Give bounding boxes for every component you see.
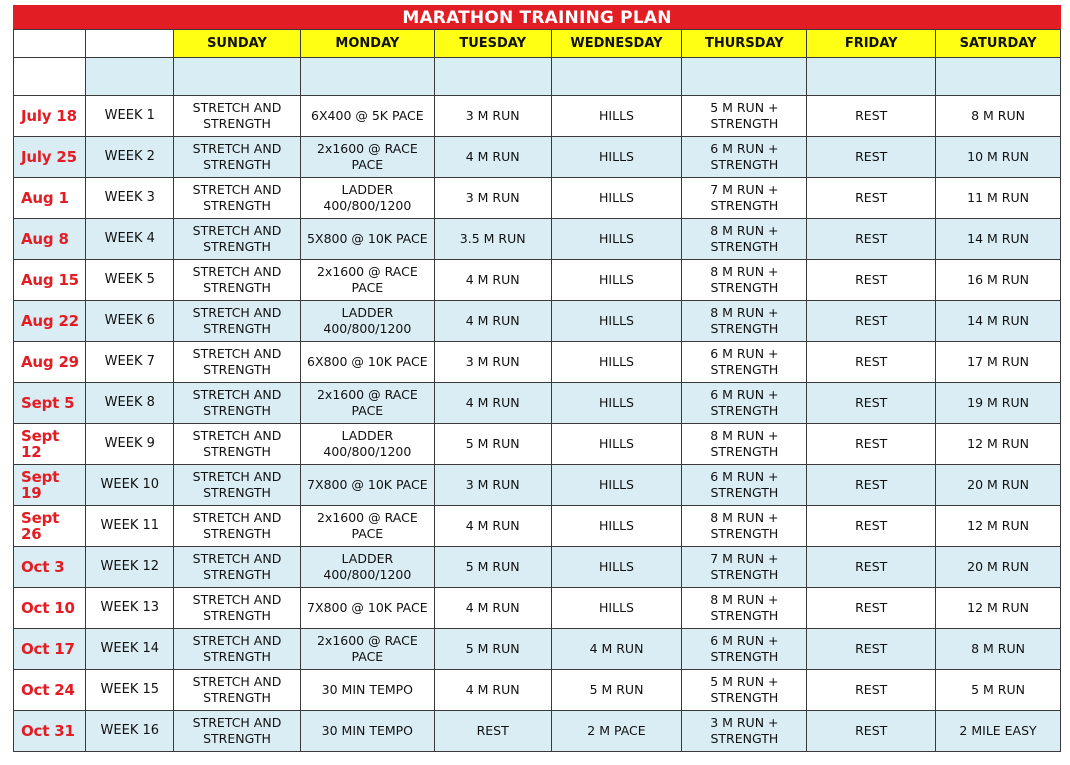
saturday-workout: 5 M RUN — [936, 670, 1061, 711]
wednesday-workout: HILLS — [551, 547, 682, 588]
wednesday-workout: HILLS — [551, 260, 682, 301]
spacer-row — [14, 58, 1061, 96]
week-date: Aug 15 — [14, 260, 86, 301]
saturday-workout: 17 M RUN — [936, 342, 1061, 383]
week-date: July 18 — [14, 96, 86, 137]
saturday-workout: 16 M RUN — [936, 260, 1061, 301]
week-label: WEEK 12 — [86, 547, 174, 588]
thursday-workout: 6 M RUN + STRENGTH — [682, 465, 807, 506]
saturday-workout: 14 M RUN — [936, 301, 1061, 342]
thursday-workout: 6 M RUN + STRENGTH — [682, 629, 807, 670]
friday-workout: REST — [807, 547, 936, 588]
spacer-cell — [807, 58, 936, 96]
saturday-workout: 12 M RUN — [936, 588, 1061, 629]
week-label: WEEK 3 — [86, 178, 174, 219]
week-row — [14, 711, 1061, 752]
tuesday-workout: 5 M RUN — [434, 629, 551, 670]
thursday-workout: 8 M RUN + STRENGTH — [682, 260, 807, 301]
sunday-workout: STRETCH AND STRENGTH — [174, 670, 301, 711]
saturday-workout: 20 M RUN — [936, 547, 1061, 588]
header-thursday: THURSDAY — [682, 30, 807, 58]
tuesday-workout: 3 M RUN — [434, 96, 551, 137]
week-label: WEEK 1 — [86, 96, 174, 137]
header-monday: MONDAY — [300, 30, 434, 58]
wednesday-workout: 5 M RUN — [551, 670, 682, 711]
saturday-workout: 19 M RUN — [936, 383, 1061, 424]
week-date: Aug 8 — [14, 219, 86, 260]
thursday-workout: 6 M RUN + STRENGTH — [682, 342, 807, 383]
thursday-workout: 8 M RUN + STRENGTH — [682, 301, 807, 342]
sunday-workout: STRETCH AND STRENGTH — [174, 137, 301, 178]
thursday-workout: 8 M RUN + STRENGTH — [682, 506, 807, 547]
header-blank-week — [86, 30, 174, 58]
week-label: WEEK 13 — [86, 588, 174, 629]
wednesday-workout: HILLS — [551, 137, 682, 178]
saturday-workout: 12 M RUN — [936, 424, 1061, 465]
sunday-workout: STRETCH AND STRENGTH — [174, 178, 301, 219]
wednesday-workout: HILLS — [551, 96, 682, 137]
thursday-workout: 5 M RUN + STRENGTH — [682, 96, 807, 137]
saturday-workout: 14 M RUN — [936, 219, 1061, 260]
sunday-workout: STRETCH AND STRENGTH — [174, 219, 301, 260]
spacer-cell — [174, 58, 301, 96]
saturday-workout: 10 M RUN — [936, 137, 1061, 178]
saturday-workout: 12 M RUN — [936, 506, 1061, 547]
friday-workout: REST — [807, 301, 936, 342]
header-tuesday: TUESDAY — [434, 30, 551, 58]
tuesday-workout: 5 M RUN — [434, 424, 551, 465]
week-row — [14, 506, 1061, 547]
saturday-workout: 11 M RUN — [936, 178, 1061, 219]
week-label: WEEK 2 — [86, 137, 174, 178]
week-date: Sept 26 — [14, 506, 86, 547]
week-date: Sept 12 — [14, 424, 86, 465]
wednesday-workout: HILLS — [551, 219, 682, 260]
training-table — [13, 29, 1061, 752]
monday-workout: LADDER 400/800/1200 — [300, 301, 434, 342]
week-date: Aug 22 — [14, 301, 86, 342]
sunday-workout: STRETCH AND STRENGTH — [174, 588, 301, 629]
week-row — [14, 219, 1061, 260]
wednesday-workout: HILLS — [551, 383, 682, 424]
sunday-workout: STRETCH AND STRENGTH — [174, 711, 301, 752]
header-blank-date — [14, 30, 86, 58]
sunday-workout: STRETCH AND STRENGTH — [174, 260, 301, 301]
tuesday-workout: 4 M RUN — [434, 301, 551, 342]
wednesday-workout: HILLS — [551, 588, 682, 629]
tuesday-workout: 4 M RUN — [434, 670, 551, 711]
friday-workout: REST — [807, 342, 936, 383]
week-date: Sept 5 — [14, 383, 86, 424]
monday-workout: 6X800 @ 10K PACE — [300, 342, 434, 383]
friday-workout: REST — [807, 178, 936, 219]
week-date: Oct 3 — [14, 547, 86, 588]
week-date: Aug 29 — [14, 342, 86, 383]
friday-workout: REST — [807, 96, 936, 137]
week-row — [14, 629, 1061, 670]
thursday-workout: 7 M RUN + STRENGTH — [682, 178, 807, 219]
header-friday: FRIDAY — [807, 30, 936, 58]
spacer-cell — [300, 58, 434, 96]
week-row — [14, 588, 1061, 629]
week-row — [14, 96, 1061, 137]
tuesday-workout: 5 M RUN — [434, 547, 551, 588]
thursday-workout: 5 M RUN + STRENGTH — [682, 670, 807, 711]
week-label: WEEK 7 — [86, 342, 174, 383]
header-sunday: SUNDAY — [174, 30, 301, 58]
wednesday-workout: 4 M RUN — [551, 629, 682, 670]
tuesday-workout: 4 M RUN — [434, 260, 551, 301]
week-row — [14, 670, 1061, 711]
week-date: Oct 17 — [14, 629, 86, 670]
friday-workout: REST — [807, 670, 936, 711]
spacer-cell — [14, 58, 86, 96]
week-label: WEEK 4 — [86, 219, 174, 260]
week-date: Oct 24 — [14, 670, 86, 711]
sunday-workout: STRETCH AND STRENGTH — [174, 383, 301, 424]
thursday-workout: 8 M RUN + STRENGTH — [682, 588, 807, 629]
monday-workout: 30 MIN TEMPO — [300, 670, 434, 711]
week-date: Sept 19 — [14, 465, 86, 506]
sunday-workout: STRETCH AND STRENGTH — [174, 96, 301, 137]
plan-title: MARATHON TRAINING PLAN — [13, 5, 1061, 29]
week-label: WEEK 16 — [86, 711, 174, 752]
friday-workout: REST — [807, 588, 936, 629]
tuesday-workout: 4 M RUN — [434, 588, 551, 629]
tuesday-workout: 3 M RUN — [434, 342, 551, 383]
spacer-cell — [434, 58, 551, 96]
tuesday-workout: REST — [434, 711, 551, 752]
wednesday-workout: HILLS — [551, 178, 682, 219]
friday-workout: REST — [807, 506, 936, 547]
day-header-row — [14, 30, 1061, 58]
week-label: WEEK 11 — [86, 506, 174, 547]
sunday-workout: STRETCH AND STRENGTH — [174, 342, 301, 383]
monday-workout: 7X800 @ 10K PACE — [300, 588, 434, 629]
spacer-cell — [551, 58, 682, 96]
week-label: WEEK 10 — [86, 465, 174, 506]
thursday-workout: 3 M RUN + STRENGTH — [682, 711, 807, 752]
week-row — [14, 178, 1061, 219]
week-label: WEEK 6 — [86, 301, 174, 342]
week-row — [14, 465, 1061, 506]
sunday-workout: STRETCH AND STRENGTH — [174, 506, 301, 547]
spacer-cell — [936, 58, 1061, 96]
monday-workout: 7X800 @ 10K PACE — [300, 465, 434, 506]
thursday-workout: 6 M RUN + STRENGTH — [682, 383, 807, 424]
monday-workout: 6X400 @ 5K PACE — [300, 96, 434, 137]
week-date: Oct 10 — [14, 588, 86, 629]
week-row — [14, 383, 1061, 424]
header-saturday: SATURDAY — [936, 30, 1061, 58]
week-date: Aug 1 — [14, 178, 86, 219]
monday-workout: 2x1600 @ RACE PACE — [300, 506, 434, 547]
tuesday-workout: 4 M RUN — [434, 137, 551, 178]
saturday-workout: 2 MILE EASY — [936, 711, 1061, 752]
thursday-workout: 8 M RUN + STRENGTH — [682, 219, 807, 260]
friday-workout: REST — [807, 711, 936, 752]
week-row — [14, 547, 1061, 588]
friday-workout: REST — [807, 383, 936, 424]
sunday-workout: STRETCH AND STRENGTH — [174, 547, 301, 588]
sunday-workout: STRETCH AND STRENGTH — [174, 301, 301, 342]
thursday-workout: 6 M RUN + STRENGTH — [682, 137, 807, 178]
monday-workout: LADDER 400/800/1200 — [300, 547, 434, 588]
saturday-workout: 8 M RUN — [936, 96, 1061, 137]
week-label: WEEK 15 — [86, 670, 174, 711]
wednesday-workout: HILLS — [551, 424, 682, 465]
week-row — [14, 301, 1061, 342]
week-label: WEEK 9 — [86, 424, 174, 465]
monday-workout: 2x1600 @ RACE PACE — [300, 137, 434, 178]
wednesday-workout: 2 M PACE — [551, 711, 682, 752]
week-label: WEEK 5 — [86, 260, 174, 301]
tuesday-workout: 4 M RUN — [434, 506, 551, 547]
monday-workout: LADDER 400/800/1200 — [300, 424, 434, 465]
wednesday-workout: HILLS — [551, 465, 682, 506]
monday-workout: 2x1600 @ RACE PACE — [300, 260, 434, 301]
friday-workout: REST — [807, 465, 936, 506]
week-row — [14, 260, 1061, 301]
thursday-workout: 8 M RUN + STRENGTH — [682, 424, 807, 465]
training-plan-sheet — [13, 5, 1061, 765]
week-date: Oct 31 — [14, 711, 86, 752]
friday-workout: REST — [807, 260, 936, 301]
tuesday-workout: 3 M RUN — [434, 465, 551, 506]
sunday-workout: STRETCH AND STRENGTH — [174, 424, 301, 465]
tuesday-workout: 4 M RUN — [434, 383, 551, 424]
thursday-workout: 7 M RUN + STRENGTH — [682, 547, 807, 588]
tuesday-workout: 3 M RUN — [434, 178, 551, 219]
friday-workout: REST — [807, 629, 936, 670]
saturday-workout: 20 M RUN — [936, 465, 1061, 506]
monday-workout: 30 MIN TEMPO — [300, 711, 434, 752]
friday-workout: REST — [807, 424, 936, 465]
spacer-cell — [682, 58, 807, 96]
week-row — [14, 424, 1061, 465]
sunday-workout: STRETCH AND STRENGTH — [174, 465, 301, 506]
header-wednesday: WEDNESDAY — [551, 30, 682, 58]
week-date: July 25 — [14, 137, 86, 178]
monday-workout: LADDER 400/800/1200 — [300, 178, 434, 219]
wednesday-workout: HILLS — [551, 506, 682, 547]
week-row — [14, 137, 1061, 178]
saturday-workout: 8 M RUN — [936, 629, 1061, 670]
tuesday-workout: 3.5 M RUN — [434, 219, 551, 260]
monday-workout: 2x1600 @ RACE PACE — [300, 629, 434, 670]
monday-workout: 2x1600 @ RACE PACE — [300, 383, 434, 424]
week-row — [14, 342, 1061, 383]
monday-workout: 5X800 @ 10K PACE — [300, 219, 434, 260]
spacer-cell — [86, 58, 174, 96]
sunday-workout: STRETCH AND STRENGTH — [174, 629, 301, 670]
friday-workout: REST — [807, 219, 936, 260]
wednesday-workout: HILLS — [551, 301, 682, 342]
week-label: WEEK 8 — [86, 383, 174, 424]
wednesday-workout: HILLS — [551, 342, 682, 383]
week-label: WEEK 14 — [86, 629, 174, 670]
friday-workout: REST — [807, 137, 936, 178]
